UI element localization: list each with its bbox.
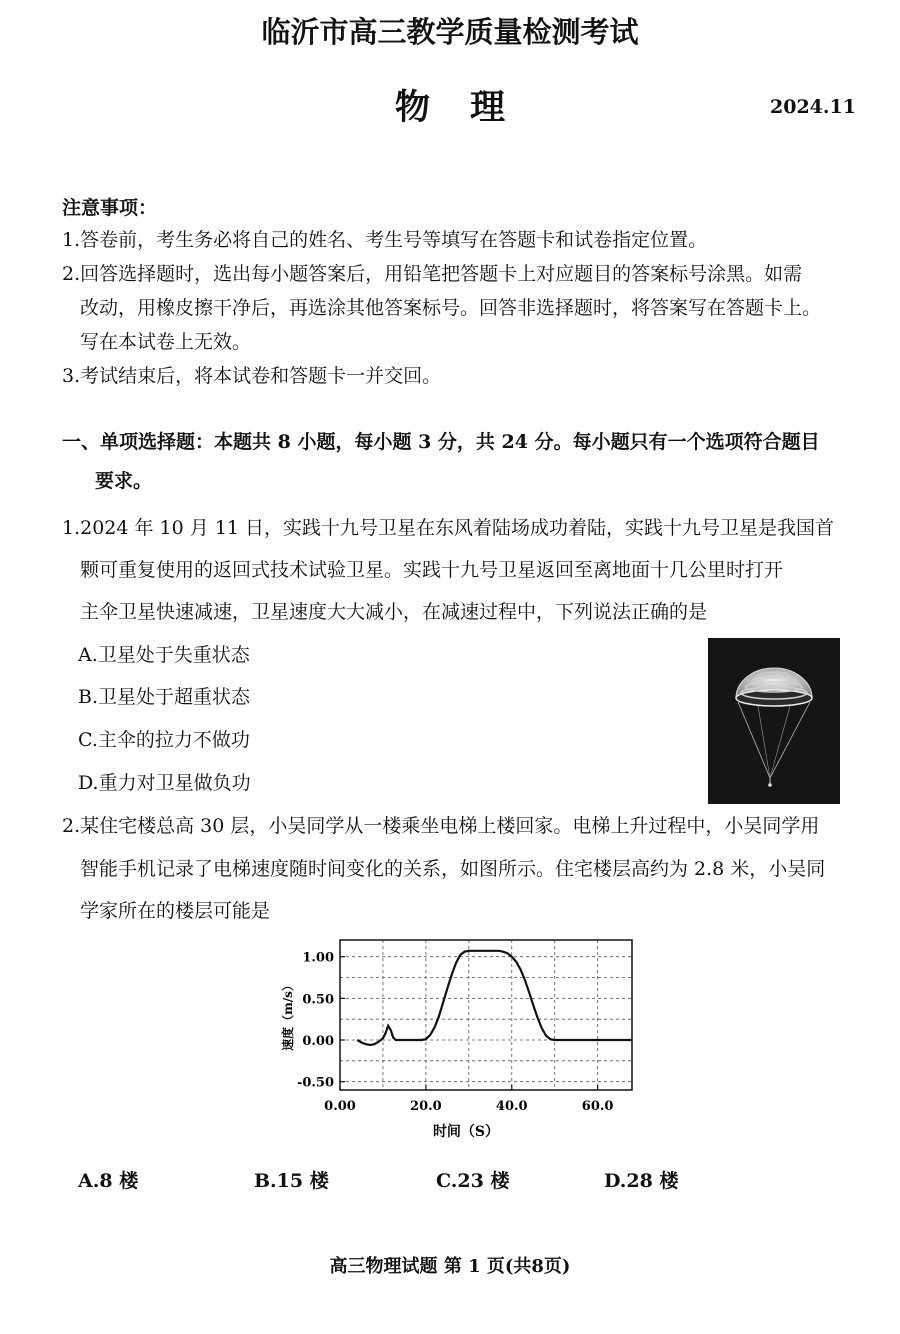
- section-heading: 一、单项选择题：本题共 8 小题，每小题 3 分，共 24 分。每小题只有一个选项符合题目: [62, 431, 820, 453]
- exam-title: 临沂市高三教学质量检测考试: [261, 15, 639, 49]
- plot-frame: [340, 940, 632, 1090]
- x-tick-label: 60.0: [581, 1099, 614, 1114]
- q1-stem: 主伞卫星快速减速，卫星速度大大减小，在减速过程中，下列说法正确的是: [80, 601, 708, 623]
- q2-stem: 学家所在的楼层可能是: [80, 900, 271, 922]
- q1-option-d: D.重力对卫星做负功: [78, 772, 251, 794]
- parachute-photo: [708, 638, 840, 804]
- notes-line: 3.考试结束后，将本试卷和答题卡一并交回。: [62, 365, 442, 387]
- subject-title: 物理: [394, 87, 545, 128]
- exam-date: 2024.11: [770, 96, 856, 118]
- notes-line: 2.回答选择题时，选出每小题答案后，用铅笔把答题卡上对应题目的答案标号涂黑。如需: [62, 263, 803, 285]
- x-tick-label: 20.0: [410, 1099, 442, 1114]
- q1-option-b: B.卫星处于超重状态: [78, 686, 251, 708]
- q1-stem: 1.2024 年 10 月 11 日，实践十九号卫星在东风着陆场成功着陆，实践十九号卫星是我国首: [62, 517, 835, 539]
- x-tick-label: 0.00: [324, 1099, 356, 1114]
- page-footer: 高三物理试题 第 1 页(共8页): [329, 1256, 571, 1277]
- y-tick-label: 1.00: [302, 950, 334, 966]
- x-tick-label: 40.0: [495, 1099, 528, 1114]
- q1-option-c: C.主伞的拉力不做功: [78, 729, 250, 751]
- notes-line: 1.答卷前，考生务必将自己的姓名、考生号等填写在答题卡和试卷指定位置。: [62, 229, 708, 251]
- y-tick-label: -0.50: [296, 1075, 334, 1091]
- velocity-curve: [357, 951, 632, 1045]
- notes-line: 改动，用橡皮擦干净后，再选涂其他答案标号。回答非选择题时，将答案写在答题卡上。: [80, 297, 822, 319]
- y-axis-label: 速度（m/s）: [281, 979, 295, 1051]
- q2-option-a: A.8 楼: [78, 1170, 139, 1192]
- q2-option-d: D.28 楼: [604, 1170, 679, 1192]
- y-tick-label: 0.50: [302, 992, 334, 1008]
- q1-stem: 颗可重复使用的返回式技术试验卫星。实践十九号卫星返回至离地面十几公里时打开: [80, 559, 784, 581]
- q2-option-c: C.23 楼: [436, 1170, 510, 1192]
- q2-stem: 2.某住宅楼总高 30 层，小吴同学从一楼乘坐电梯上楼回家。电梯上升过程中，小吴同学用: [62, 815, 820, 837]
- notes-heading: 注意事项：: [62, 197, 158, 219]
- q1-option-a: A.卫星处于失重状态: [78, 644, 250, 666]
- q2-stem: 智能手机记录了电梯速度随时间变化的关系，如图所示。住宅楼层高约为 2.8 米，小吴同: [80, 858, 826, 880]
- notes-line: 写在本试卷上无效。: [80, 331, 252, 353]
- section-heading-cont: 要求。: [95, 470, 153, 492]
- x-axis-label: 时间（S）: [432, 1124, 500, 1140]
- velocity-time-chart: [270, 930, 650, 1150]
- q2-option-b: B.15 楼: [254, 1170, 329, 1192]
- y-tick-label: 0.00: [302, 1034, 334, 1049]
